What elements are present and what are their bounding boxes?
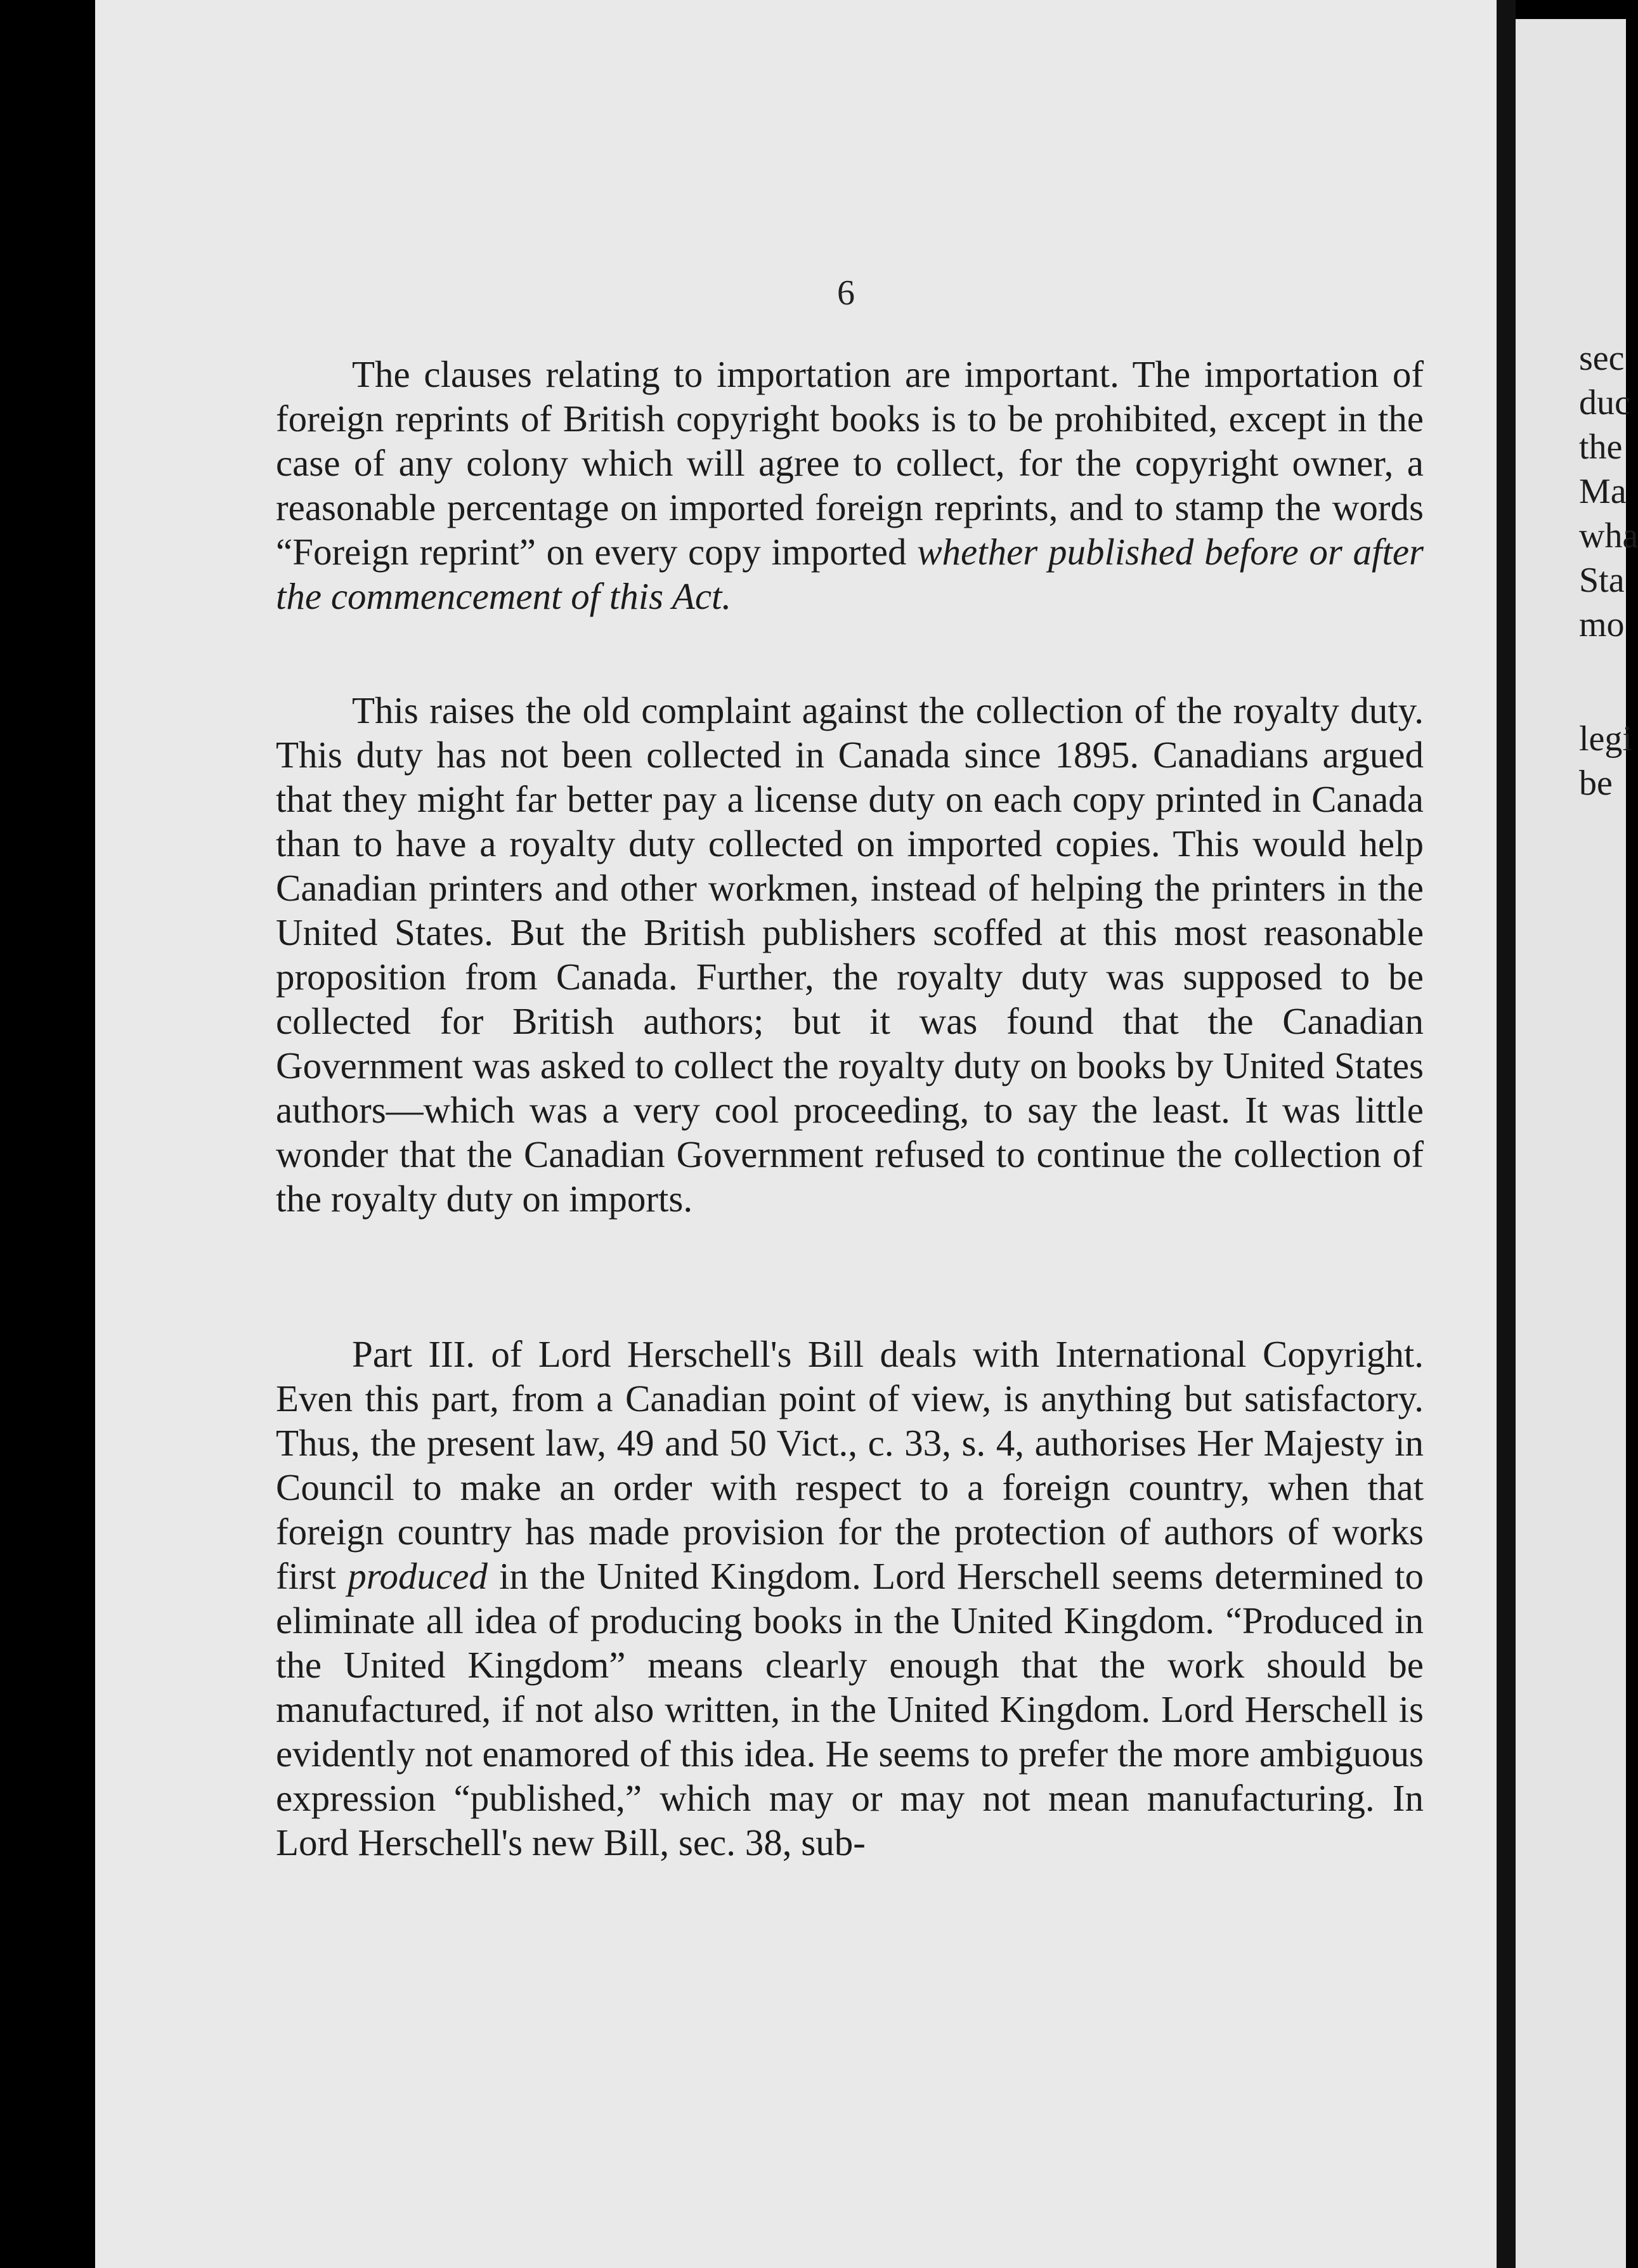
right-fragment-line: be [1579,764,1613,803]
right-fragment-line: wha [1579,516,1638,556]
paragraph-1-italic: whether published before or after the commencement of this Act. [276,531,1424,617]
paragraph-3 [276,1332,1424,1865]
paragraph-2 [276,688,1424,1221]
right-fragment-line: sec [1579,339,1625,378]
right-fragment-line: Sta [1579,561,1625,600]
paragraph-3-text-b: in the United Kingdom. Lord Herschell seems determined to eliminate all idea of producing books in the United Kingdom. “Produced in the United Kingdom” means clearly enough that the work should be manufactured, if not also written, in the United Kingdom. Lord Herschell is evidently not enamored of this idea. He seems to prefer the more ambiguous expression “published,” which may or may not mean manufacturing. In Lord Herschell's new Bill, sec. 38, sub- [276,1555,1424,1863]
paragraph-1 [276,352,1424,618]
right-fragment-line: Ma [1579,472,1627,511]
paragraph-2-text: This raises the old complaint against the collection of the royalty duty. This duty has not been collected in Canada since 1895. Canadians argued that they might far better pay a license duty on each copy printed in Canada than to have a royalty duty collected on imported copies. This would help Canadian printers and other workmen, instead of helping the printers in the United States. But the British publishers scoffed at this most reasonable proposition from Canada. Further, the royalty duty was supposed to be collected for British authors; but it was found that the Canadian Government was asked to collect the royalty duty on books by United States authors—which was a very cool proceeding, to say the least. It was little wonder that the Canadian Government refused to continue the collection of the royalty duty on imports. [276,689,1424,1220]
right-fragment-line: duc [1579,383,1630,422]
right-page-fragment-1 [1579,336,1638,647]
paragraph-1-text: The clauses relating to importation are important. The importation of foreign reprints of British copyright books is to be prohibited, except in the case of any colony which will agree to collect, for the copyright owner, a reasonable percentage on imported foreign reprints, and to stamp the words “Foreign reprint” on every copy imported [276,353,1424,573]
page-number: 6 [837,273,855,313]
right-page-fragment-2 [1579,717,1630,805]
right-fragment-line: the [1579,427,1623,467]
page-gutter [1497,0,1516,2268]
paragraph-3-italic: produced [348,1555,488,1597]
right-fragment-line: legi [1579,719,1632,759]
paragraph-3-text-a: Part III. of Lord Herschell's Bill deals with International Copyright. Even this part, from a Canadian point of view, is anything but satisfactory. Thus, the present law, 49 and 50 Vict., c. 33, s. 4, authorises Her Majesty in Council to make an order with respect to a foreign country, when that foreign country has made provision for the protection of authors of works first [276,1333,1424,1597]
right-fragment-line: mo [1579,605,1625,644]
